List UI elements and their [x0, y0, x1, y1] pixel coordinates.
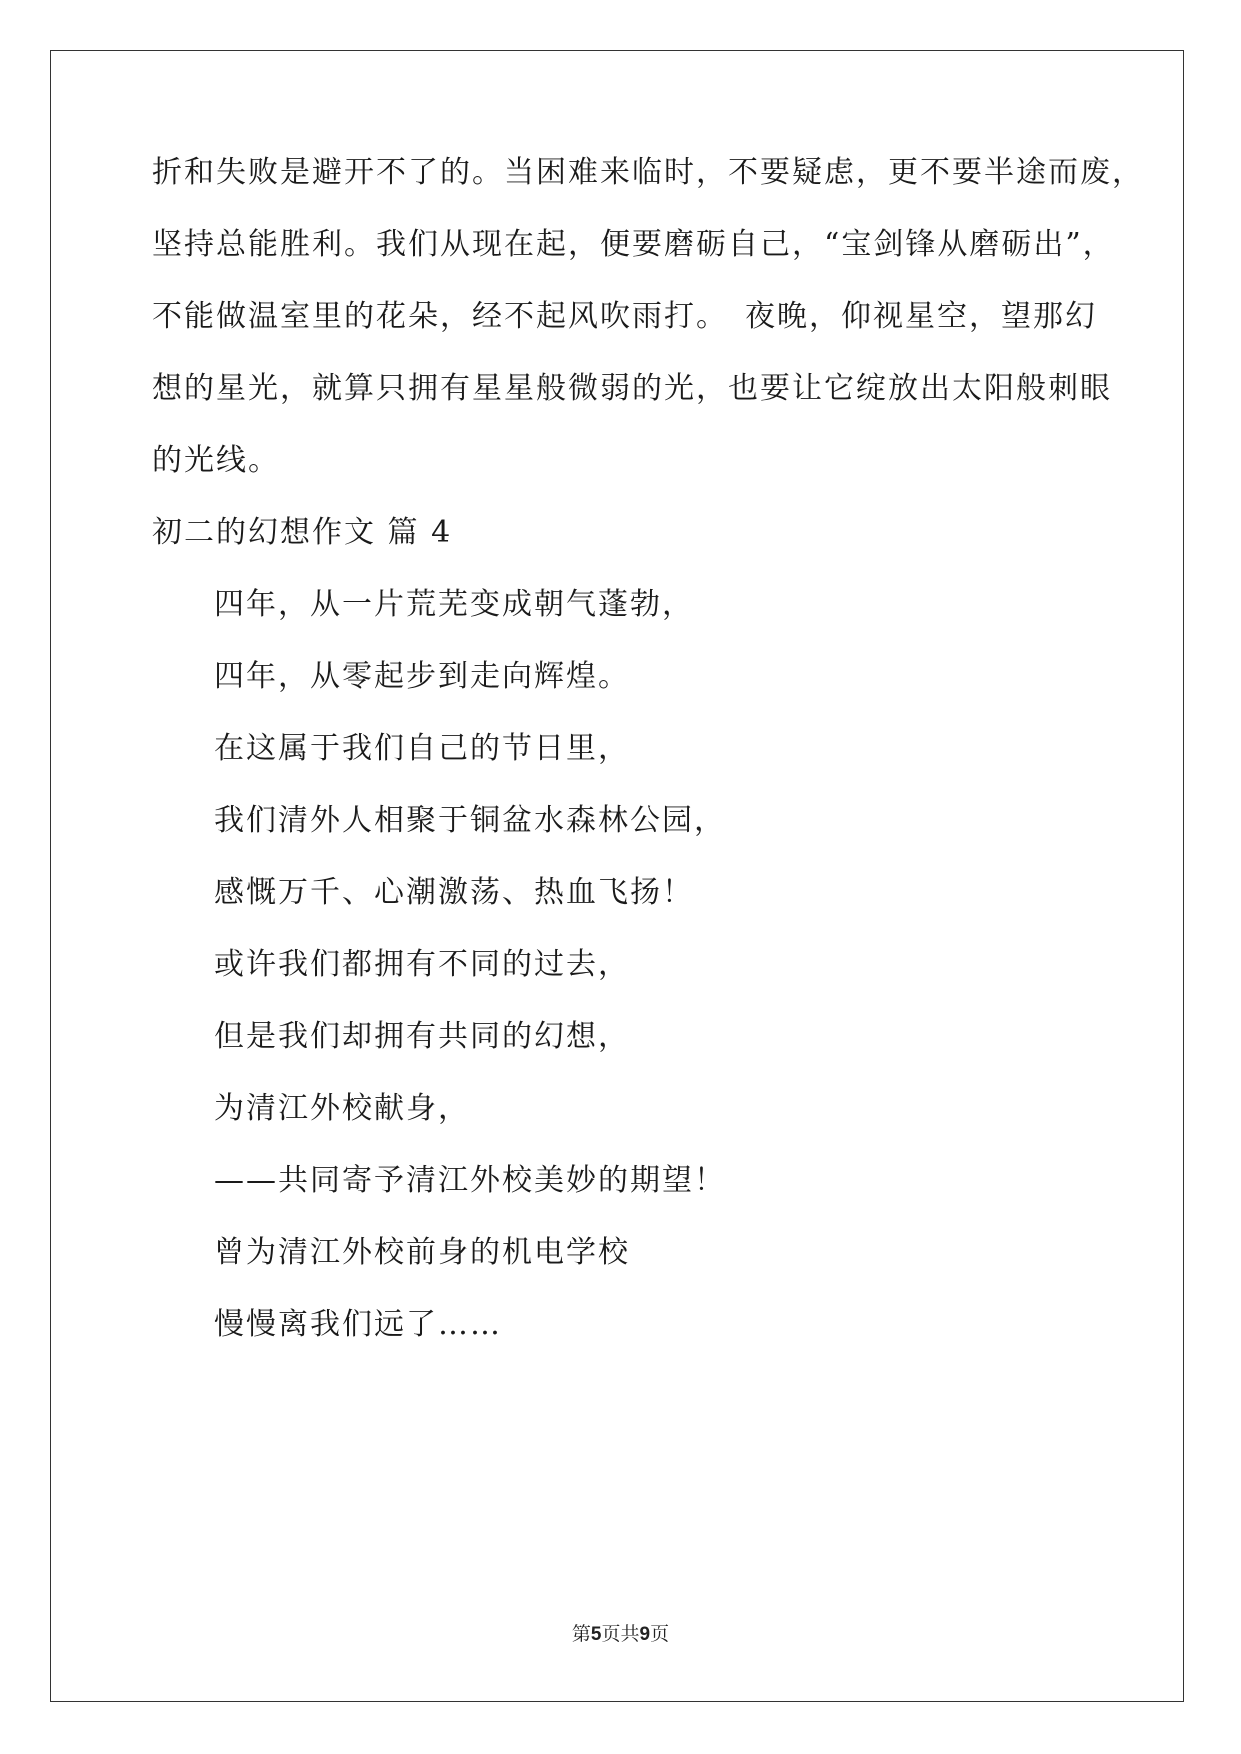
- poem-line: 我们清外人相聚于铜盆水森林公园，: [214, 803, 726, 838]
- poem-line: 四年，从零起步到走向辉煌。: [214, 659, 630, 694]
- paragraph-line: 的光线。: [152, 443, 280, 478]
- page-total: 9: [639, 1624, 651, 1645]
- poem-line: 四年，从一片荒芜变成朝气蓬勃，: [214, 587, 694, 622]
- page-footer: [0, 1622, 1241, 1647]
- section-heading: 初二的幻想作文 篇 4: [152, 515, 453, 550]
- paragraph-line: 不能做温室里的花朵，经不起风吹雨打。 夜晚，仰视星空，望那幻: [152, 299, 1097, 334]
- page-prefix: 第: [571, 1623, 591, 1645]
- paragraph-line: 折和失败是避开不了的。当困难来临时，不要疑虑，更不要半途而废，: [152, 155, 1144, 190]
- poem-line: 为清江外校献身，: [214, 1091, 470, 1126]
- paragraph-line: 想的星光，就算只拥有星星般微弱的光，也要让它绽放出太阳般刺眼: [152, 371, 1112, 406]
- poem-line: ——共同寄予清江外校美妙的期望！: [214, 1163, 726, 1198]
- total-prefix: 共: [620, 1623, 640, 1645]
- page-suffix: 页: [601, 1623, 621, 1645]
- poem-line: 感慨万千、心潮激荡、热血飞扬！: [214, 875, 694, 910]
- page-current: 5: [590, 1624, 602, 1645]
- poem-line: 慢慢离我们远了……: [214, 1307, 502, 1342]
- paragraph-line: 坚持总能胜利。我们从现在起，便要磨砺自己，“宝剑锋从磨砺出”，: [152, 227, 1115, 262]
- poem-line: 但是我们却拥有共同的幻想，: [214, 1019, 630, 1054]
- poem-line: 曾为清江外校前身的机电学校: [214, 1235, 630, 1270]
- poem-line: 或许我们都拥有不同的过去，: [214, 947, 630, 982]
- poem-line: 在这属于我们自己的节日里，: [214, 731, 630, 766]
- total-suffix: 页: [650, 1623, 670, 1645]
